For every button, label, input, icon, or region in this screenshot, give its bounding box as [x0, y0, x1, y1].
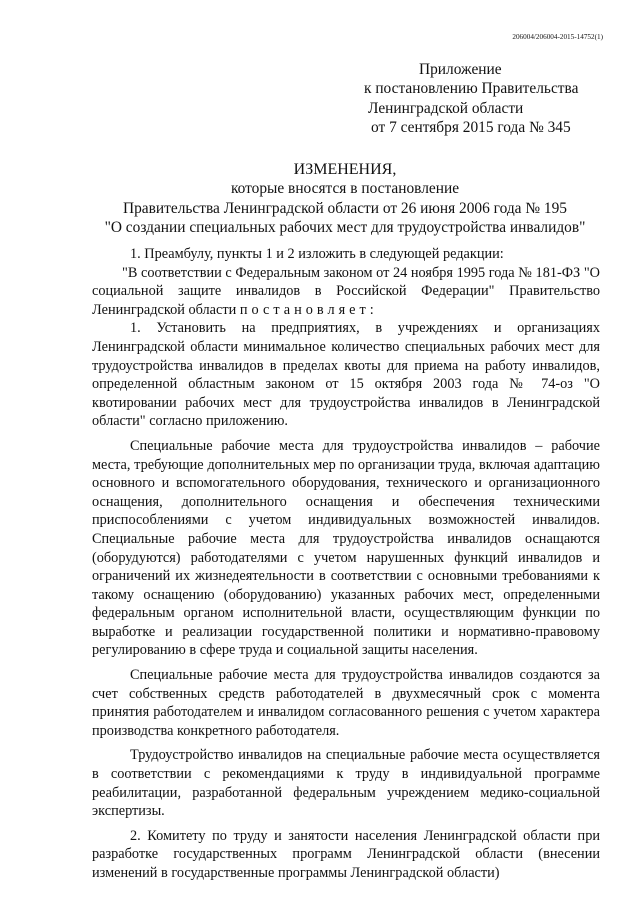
paragraph-3: 1. Установить на предприятиях, в учреждениях и организациях Ленинградской области минимальное количество специальных рабочих мест для трудоустройства инвалидов в пределах квоты для приема на работу инвалидов, определенной областным законом от 15 октября 2003 года № 74-оз "О квотировании рабочих мест для трудоустройства инвалидов в Ленинградской области" согласно приложению.: [92, 320, 600, 430]
paragraph-6: Трудоустройство инвалидов на специальные рабочие места осуществляется в соответствии с рекомендациями к труду в индивидуальной программе реабилитации, разработанной федеральным учреждением медико-социальной экспертизы.: [92, 747, 600, 820]
paragraph-2-text: "В соответствии с Федеральным законом от 24 ноября 1995 года № 181-ФЗ "О социальной защите инвалидов в Российской Федерации" Правительство Ленинградской области: [92, 264, 600, 318]
appendix-region: Ленинградской области: [368, 99, 524, 117]
heading-title: ИЗМЕНЕНИЯ,: [293, 161, 397, 178]
appendix-resolution-ref: к постановлению Правительства: [364, 80, 579, 98]
paragraph-7: 2. Комитету по труду и занятости населения Ленинградской области при разработке государственных программ Ленинградской области (внесении изменений в государственные программы Ленинградской области): [92, 827, 600, 881]
heading-line-3: Правительства Ленинградской области от 26 июня 2006 года № 195: [123, 199, 567, 217]
appendix-label: Приложение: [419, 61, 502, 78]
appendix-date: от 7 сентября 2015 года № 345: [371, 119, 571, 137]
paragraph-5: Специальные рабочие места для трудоустройства инвалидов создаются за счет собственных средств работодателей в двухмесячный срок с момента принятия работодателем и инвалидом согласованного решения с учетом характера производства конкретного работодателя.: [92, 667, 600, 739]
paragraph-1: 1. Преамбулу, пункты 1 и 2 изложить в следующей редакции:: [130, 246, 504, 262]
paragraph-2-spaced: постановляет:: [239, 301, 378, 318]
paragraph-4: Специальные рабочие места для трудоустройства инвалидов – рабочие места, требующие дополнительных мер по организации труда, включая адаптацию основного и вспомогательного оборудования, технического и организационного оснащения, дополнительного оснащения и обеспечения техническими приспособлениями с учетом индивидуальных возможностей инвалидов. Специальные рабочие места для трудоустройства инвалидов оснащаются (оборудуются) работодателями с учетом нарушенных функций инвалидов и ограничений их жизнедеятельности в соответствии с основными требованиями к такому оснащению (оборудованию) указанных рабочих мест, определенными федеральным органом исполнительной власти, осуществляющим функции по выработке и реализации государственной политики и нормативно-правовому регулированию в сфере труда и социальной защиты населения.: [92, 437, 600, 659]
document-body: [92, 245, 600, 883]
paragraph-2: [92, 264, 600, 320]
document-heading: [90, 160, 600, 238]
heading-line-2: которые вносятся в постановление: [230, 180, 460, 198]
heading-line-4: "О создании специальных рабочих мест для трудоустройства инвалидов": [104, 219, 586, 237]
document-code: 206004/206004-2015-14752(1): [512, 33, 603, 41]
appendix-block: [364, 60, 614, 138]
